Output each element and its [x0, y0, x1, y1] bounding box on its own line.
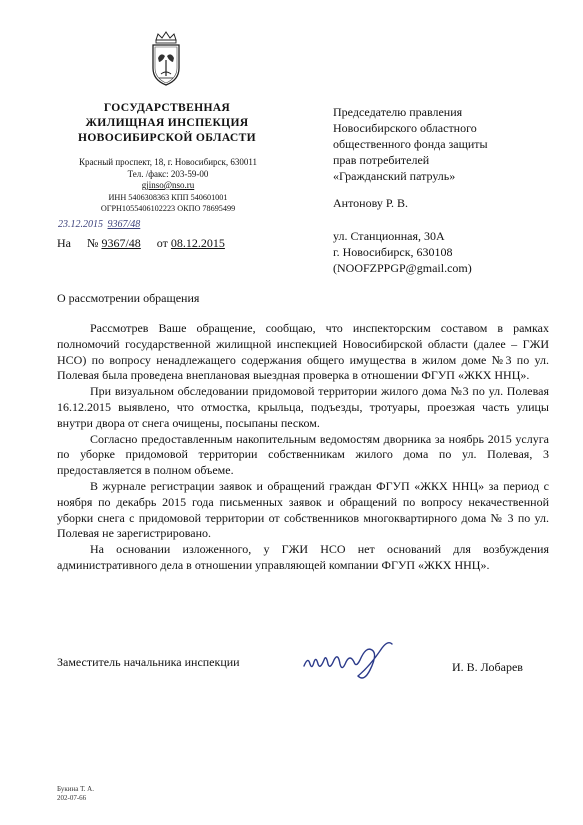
recipient-line: прав потребителей — [333, 153, 430, 167]
recipient-address-line: ул. Станционная, 30А — [333, 229, 445, 243]
org-name-line: ЖИЛИЩНАЯ ИНСПЕКЦИЯ — [85, 116, 249, 129]
executor-phone: 202-07-66 — [57, 794, 87, 802]
recipient-line: «Гражданский патруль» — [333, 169, 456, 183]
signer-name: И. В. Лобарев — [452, 660, 523, 674]
org-address: Красный проспект, 18, г. Новосибирск, 630011 — [78, 157, 258, 167]
body-paragraph: На основании изложенного, у ГЖИ НСО нет оснований для возбуждения административного дела в отношении управляющей компании ФГУП «ЖКХ ННЦ». — [57, 542, 549, 572]
reference-line — [57, 236, 225, 251]
executor-name: Букина Т. А. — [57, 785, 94, 793]
handwritten-signature — [300, 636, 400, 686]
recipient-line: Новосибирского областного — [333, 121, 477, 135]
org-name-line: НОВОСИБИРСКОЙ ОБЛАСТИ — [78, 131, 256, 144]
incoming-stamp-date: 23.12.2015 — [58, 219, 103, 230]
letter-subject: О рассмотрении обращения — [57, 291, 200, 305]
body-paragraph: Рассмотрев Ваше обращение, сообщаю, что инспекторским составом в рамках полномочий государственной жилищной инспекцией Новосибирской области (далее – ГЖИ НСО) по вопросу ненадлежащего содержания общего имущества в жилом доме №3 по ул. Полевая была проведена внеплановая выездная проверка в отношении ФГУП «ЖКХ ННЦ». — [57, 321, 549, 383]
reference-date: 08.12.2015 — [170, 236, 225, 250]
reference-number: 9367/48 — [101, 236, 141, 250]
org-inn-kpp: ИНН 5406308363 КПП 540601001 — [108, 192, 228, 202]
org-ogrn-okpo: ОГРН1055406102223 ОКПО 78695499 — [100, 204, 236, 213]
incoming-stamp — [58, 219, 140, 230]
reference-prefix: На — [57, 236, 71, 250]
coat-of-arms-emblem — [146, 30, 186, 88]
recipient-block — [333, 104, 563, 184]
reference-from-label: от — [156, 236, 168, 250]
org-name-line: ГОСУДАРСТВЕННАЯ — [103, 101, 231, 114]
letter-body — [57, 321, 549, 574]
recipient-line: общественного фонда защиты — [333, 137, 488, 151]
body-paragraph: Согласно предоставленным накопительным ведомостям дворника за ноябрь 2015 услуга по уборке придомовой территории собственникам жилого дома по ул. Полевая, 3 предоставляется в полном объеме. — [57, 431, 549, 478]
body-paragraph: При визуальном обследовании придомовой территории жилого дома №3 по ул. Полевая 16.12.2015 выявлено, что отмостка, крыльца, подъезды, тротуары, проезжая часть улицы внутри двора от снега очищены, посыпаны песком. — [57, 384, 549, 430]
org-phone: Тел. /факс: 203-59-00 — [127, 168, 209, 179]
organization-name — [78, 100, 256, 145]
recipient-name: Антонову Р. В. — [333, 196, 409, 210]
incoming-stamp-number: 9367/48 — [107, 219, 141, 230]
reference-number-label: № — [87, 236, 99, 250]
recipient-line: Председателю правления — [333, 105, 463, 119]
organization-contacts — [50, 157, 286, 215]
signer-title: Заместитель начальника инспекции — [57, 655, 240, 669]
body-paragraph: В журнале регистрации заявок и обращений граждан ФГУП «ЖКХ ННЦ» за период с ноября по декабрь 2015 года письменных заявок и обращений по вопросу некачественной уборки снега с придомовой территории от собственников многоквартирного дома № 3 по ул. Полевая не зарегистрировано. — [57, 478, 549, 541]
org-email: gjinso@nso.ru — [141, 180, 195, 190]
executor-info — [57, 785, 94, 803]
recipient-address-line: г. Новосибирск, 630108 — [333, 245, 453, 259]
recipient-email: (NOOFZPPGP@gmail.com) — [333, 261, 472, 275]
recipient-address — [333, 228, 472, 276]
